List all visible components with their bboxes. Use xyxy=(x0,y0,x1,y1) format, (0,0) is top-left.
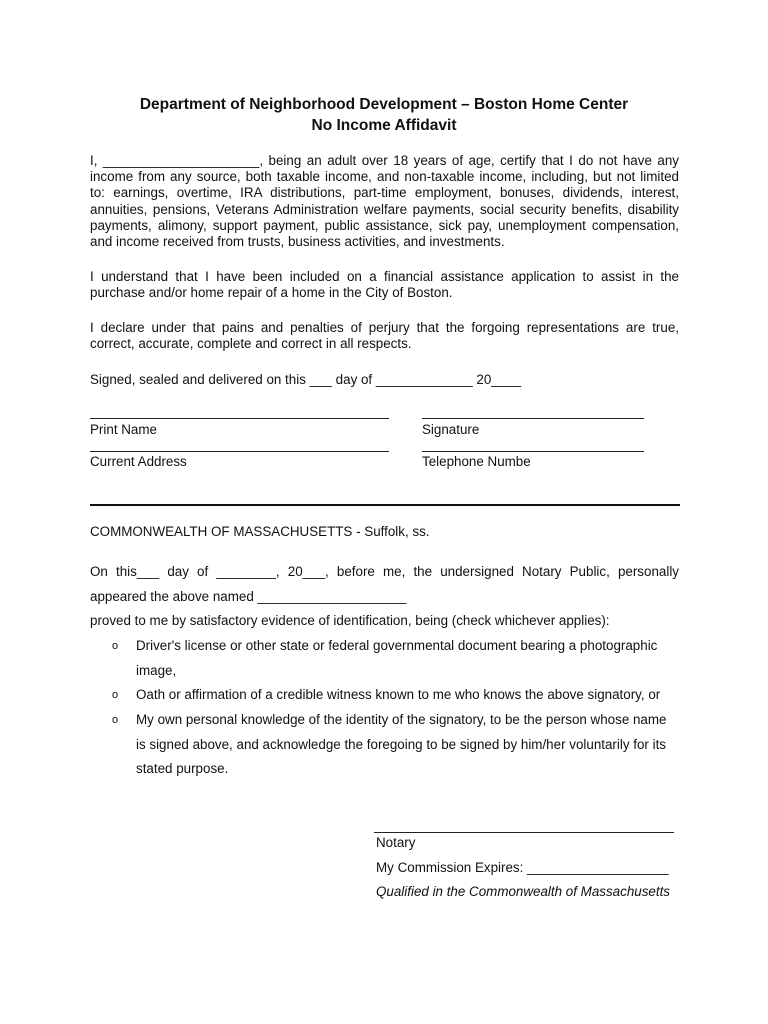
identification-line: proved to me by satisfactory evidence of identification, being (check whichever applies): xyxy=(90,613,610,628)
current-address-rule xyxy=(90,451,389,452)
notary-signature-rule xyxy=(374,832,674,833)
option-bullet-icon: o xyxy=(112,689,119,701)
print-name-rule xyxy=(90,418,389,419)
signed-date-line: Signed, sealed and delivered on this ___ day of _____________ 20____ xyxy=(90,372,522,387)
current-address-label: Current Address xyxy=(90,454,187,469)
telephone-label: Telephone Numbe xyxy=(422,454,531,469)
notary-date-line: On this___ day of ________, 20___, before me, the undersigned Notary Public, personally xyxy=(90,564,679,579)
option-line: image, xyxy=(136,662,177,678)
option-line: is signed above, and acknowledge the foregoing to be signed by him/her voluntarily for its xyxy=(136,736,666,752)
option-line: My own personal knowledge of the identity of the signatory, to be the person whose name xyxy=(136,712,667,727)
option-bullet-icon: o xyxy=(112,714,119,726)
print-name-label: Print Name xyxy=(90,422,157,437)
document-subtitle: No Income Affidavit xyxy=(311,117,457,134)
document-header xyxy=(0,94,768,136)
qualified-statement: Qualified in the Commonwealth of Massachusetts xyxy=(376,884,670,899)
section-divider xyxy=(90,504,680,506)
document-title: Department of Neighborhood Development – Boston Home Center xyxy=(139,96,629,113)
option-line: Oath or affirmation of a credible witness known to me who knows the above signatory, or xyxy=(136,687,661,702)
appeared-line: appeared the above named ____________________ xyxy=(90,589,407,604)
signature-rule xyxy=(422,418,644,419)
option-credible-witness xyxy=(136,683,679,708)
telephone-rule xyxy=(422,451,644,452)
notary-label: Notary xyxy=(376,835,416,850)
perjury-declaration-paragraph: I declare under that pains and penalties of perjury that the forgoing representations are true, correct, accurate, complete and correct in all respects. xyxy=(90,320,679,352)
income-certification-paragraph: I, _____________________, being an adult over 18 years of age, certify that I do not have any income from any source, both taxable income, and non-taxable income, including, but not limited to: earnings, overtime, IRA distributions, part-time employment, bonuses, dividends, interest, annuities, pensions, Veterans Administration welfare payments, social security benefits, disability payments, alimony, support payment, public assistance, sick pay, unemployment compensation, and income received from trusts, business activities, and investments. xyxy=(90,153,679,250)
option-drivers-license xyxy=(136,634,679,683)
commission-expires-line: My Commission Expires: ___________________ xyxy=(376,860,669,875)
assistance-application-paragraph: I understand that I have been included on a financial assistance application to assist in the purchase and/or home repair of a home in the City of Boston. xyxy=(90,269,679,301)
commonwealth-heading: COMMONWEALTH OF MASSACHUSETTS - Suffolk, ss. xyxy=(90,524,430,539)
option-line: stated purpose. xyxy=(136,761,229,776)
signature-label: Signature xyxy=(422,422,480,437)
option-personal-knowledge xyxy=(136,708,679,782)
option-bullet-icon: o xyxy=(112,640,119,652)
option-line: Driver's license or other state or federal governmental document bearing a photographic xyxy=(136,638,658,653)
